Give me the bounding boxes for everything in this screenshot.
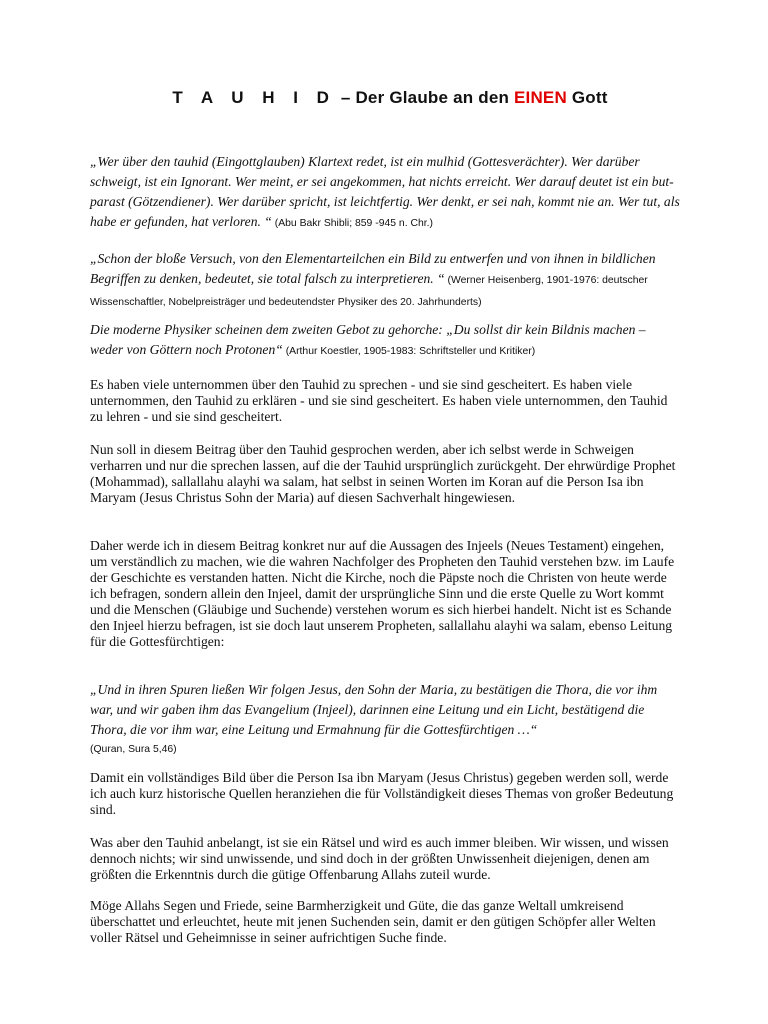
quote-quran bbox=[90, 680, 680, 760]
quote-citation: (Arthur Koestler, 1905-1983: Schriftsteller und Kritiker) bbox=[282, 346, 536, 357]
quote-shibli bbox=[90, 152, 680, 234]
paragraph-3: Daher werde ich in diesem Beitrag konkret nur auf die Aussagen des Injeels (Neues Testament) eingehen, um verständlich zu machen, wie die wahren Nachfolger des Propheten den Tauhid verstehen bzw. im Laufe der Geschichte es verstanden hatten. Nicht die Kirche, noch die Päpste noch die Christen von heute werde ich befragen, sondern allein den Injeel, damit der ursprüngliche Sinn und die erste Quelle zu Wort kommt und die Menschen (Gläubige und Suchende) verstehen worum es sich hierbei handelt. Nicht ist es Schande den Injeel hierzu befragen, ist sie doch laut unserem Propheten, sallallahu alayhi wa salam, ebenso Leitung für die Gottesfürchtigen: bbox=[90, 538, 675, 649]
quote-citation: (Abu Bakr Shibli; 859 -945 n. Chr.) bbox=[271, 218, 433, 229]
quote-text: „Und in ihren Spuren ließen Wir folgen Jesus, den Sohn der Maria, zu bestätigen die Thora, die vor ihm war, und wir gaben ihm das Evangelium (Injeel), darinnen eine Leitung und ein Licht, bestätigend die Thora, die vor ihm war, eine Leitung und Ermahnung für die Gottesfürchtigen …“ bbox=[90, 682, 658, 737]
title-red-word: EINEN bbox=[513, 88, 567, 107]
quote-citation: (Quran, Sura 5,46) bbox=[90, 744, 177, 755]
paragraph-1: Es haben viele unternommen über den Tauhid zu sprechen - und sie sind gescheitert. Es haben viele unternommen, den Tauhid zu erklären - und sie sind gescheitert. Es haben viele unternommen, den Tauhid zu lehren - und sie sind gescheitert. bbox=[90, 377, 668, 424]
title-middle: – Der Glaube an den bbox=[335, 88, 514, 107]
paragraph-4: Damit ein vollständiges Bild über die Person Isa ibn Maryam (Jesus Christus) gegeben werden soll, werde ich auch kurz historische Quellen heranziehen die für Vollständigkeit dieses Themas von großer Bedeutung sind. bbox=[90, 770, 674, 817]
quote-koestler bbox=[90, 320, 680, 362]
paragraph-6: Möge Allahs Segen und Friede, seine Barmherzigkeit und Güte, die das ganze Weltall umkreisend überschattet und erleuchtet, heute mit jenen Suchenden sein, damit er den gütigen Schöpfer aller Welten voller Rätsel und Geheimnisse in seiner aufrichtigen Suche finde. bbox=[90, 898, 656, 945]
quote-text: „Wer über den tauhid (Eingottglauben) Klartext redet, ist ein mulhid (Gottesverächter). Wer darüber schweigt, ist ein Ignorant. Wer meint, er sei angekommen, hat nichts erreicht. Wer darauf deutet ist ein but-parast (Götzendiener). Wer darüber spricht, ist leichtfertig. Wer denkt, er sei nah, kommt nie an. Wer tut, als habe er gefunden, hat verloren. “ bbox=[90, 154, 680, 229]
quote-citation: (Werner Heisenberg, 1901-1976: deutscher Wissenschaftler, Nobelpreisträger und bedeutendster Physiker des 20. Jahrhunderts) bbox=[90, 275, 648, 308]
quote-heisenberg bbox=[90, 249, 680, 313]
quote-text: Die moderne Physiker scheinen dem zweiten Gebot zu gehorche: „Du sollst dir kein Bildnis machen – weder von Göttern noch Protonen“ bbox=[90, 322, 646, 357]
title-tauhid: T A U H I D bbox=[172, 88, 336, 107]
paragraph-5: Was aber den Tauhid anbelangt, ist sie ein Rätsel und wird es auch immer bleiben. Wir wissen, und wissen dennoch nichts; wir sind unwissende, und sind doch in der größten Unwissenheit diejenigen, denen am größten die Erkenntnis durch die gütige Offenbarung Allahs zuteil wurde. bbox=[90, 835, 669, 882]
paragraph-2: Nun soll in diesem Beitrag über den Tauhid gesprochen werden, aber ich selbst werde in Schweigen verharren und nur die sprechen lassen, auf die der Tauhid ursprünglich zurückgeht. Der ehrwürdige Prophet (Mohammad), sallallahu alayhi wa salam, hat selbst in seinen Worten im Koran auf die Person Isa ibn Maryam (Jesus Christus Sohn der Maria) auf diesen Sachverhalt hingewiesen. bbox=[90, 442, 676, 505]
document-title bbox=[90, 88, 690, 108]
quote-text: „Schon der bloße Versuch, von den Elementarteilchen ein Bild zu entwerfen und von ihnen in bildlichen Begriffen zu denken, bedeutet, sie total falsch zu interpretieren. “ bbox=[90, 251, 656, 286]
title-end: Gott bbox=[566, 88, 608, 107]
